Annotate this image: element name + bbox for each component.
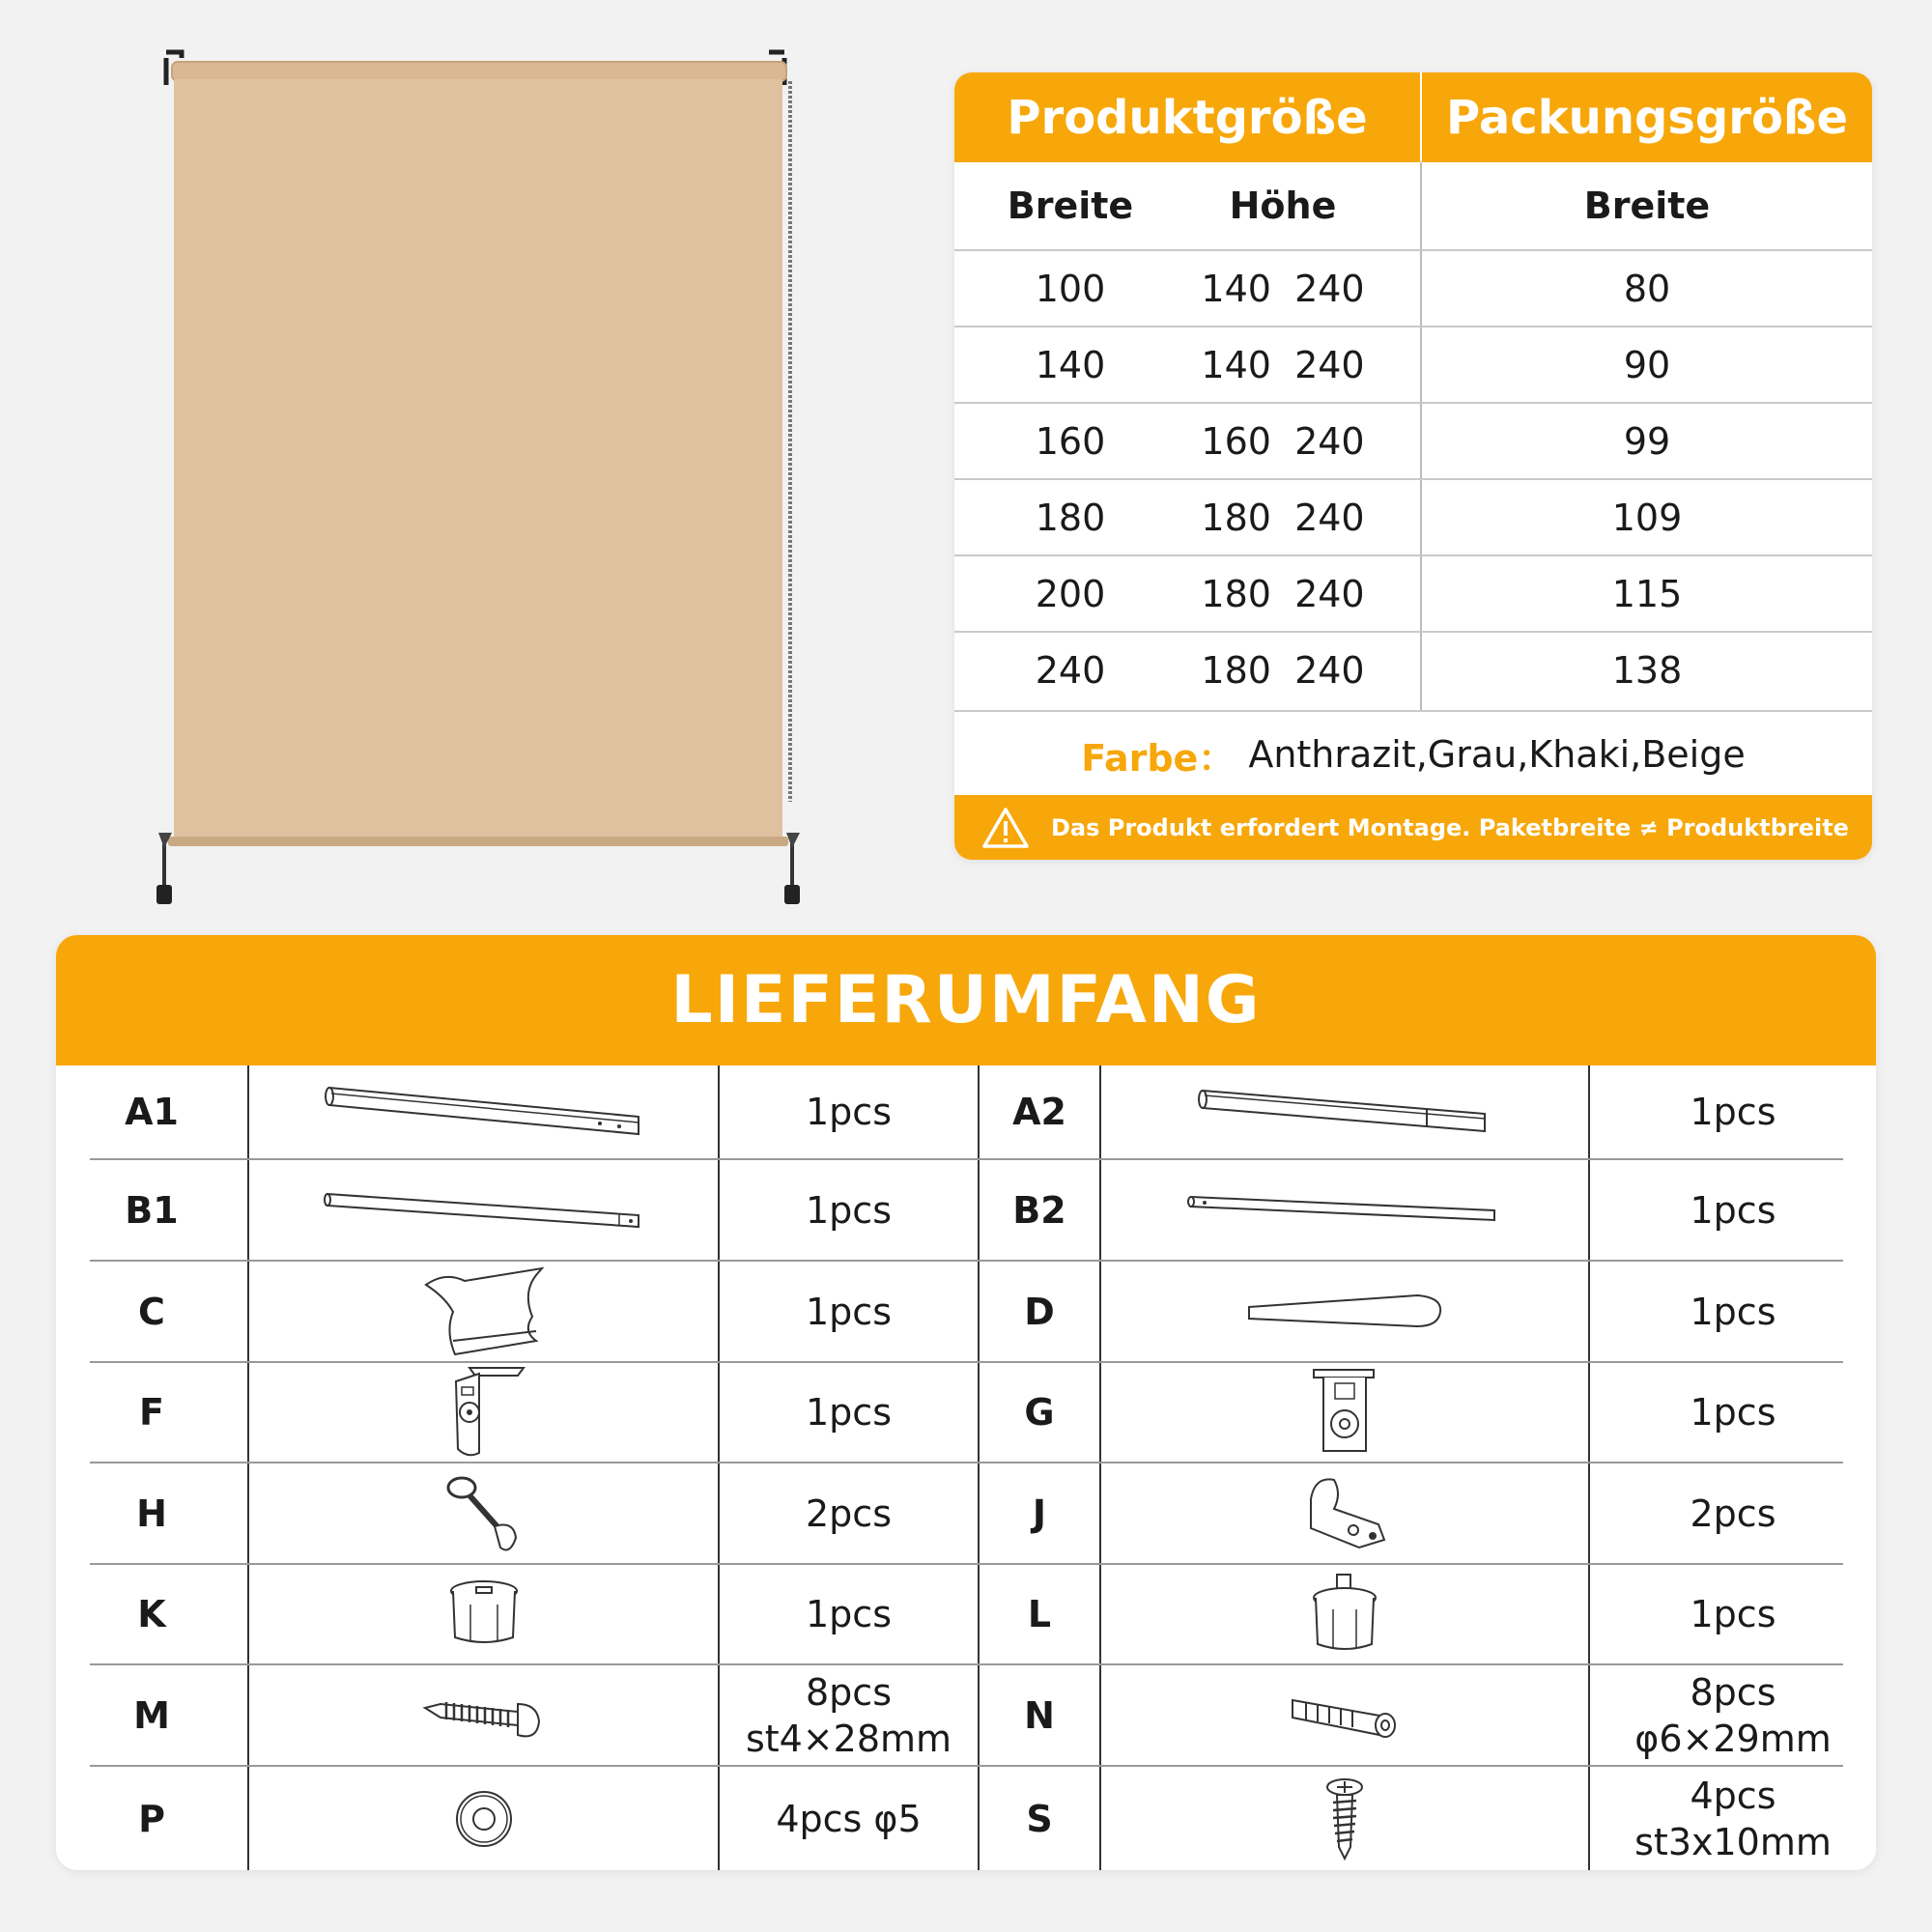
quantity [1590,1065,1876,1158]
size-row [954,326,1872,403]
cell-pack: 115 [1611,573,1683,615]
sub-header-breite: Breite [1007,185,1134,227]
part-label: H [136,1492,167,1535]
rail-profile-extension-icon [1101,1065,1588,1158]
size-row [954,249,1872,327]
quantity [1590,1160,1876,1260]
quantity [720,1065,978,1158]
quantity-value: 1pcs [1690,1091,1776,1133]
table-row [56,1565,1876,1663]
quantity-value: 1pcs [806,1593,892,1635]
quantity-value: 4pcs φ5 [776,1797,922,1840]
part-label: S [1026,1797,1053,1840]
table-row [56,1767,1876,1870]
quantity-spec: st4×28mm [745,1717,952,1760]
cell-hoehe: 180 240 [1201,497,1365,539]
cell-breite: 140 [1035,344,1106,386]
quantity [1590,1665,1876,1765]
quantity [1590,1767,1876,1870]
lieferumfang-table [56,935,1876,1870]
screw-icon [249,1665,718,1765]
quantity [1590,1262,1876,1361]
quantity [720,1363,978,1462]
cell-hoehe: 180 240 [1201,649,1365,692]
quantity [1590,1363,1876,1462]
table-row [56,1262,1876,1361]
quantity-value: 1pcs [806,1290,892,1333]
part-label: L [1027,1593,1052,1635]
size-row [954,631,1872,708]
size-row [954,478,1872,555]
quantity-value: 1pcs [1690,1391,1776,1434]
table-row [56,1160,1876,1260]
cover-cap-icon [249,1262,718,1361]
cell-breite: 240 [1035,649,1106,692]
part-label: B1 [125,1188,179,1232]
quantity [720,1262,978,1361]
cell-breite: 180 [1035,497,1106,539]
table-row [56,1665,1876,1765]
quantity [1590,1565,1876,1663]
quantity-spec: φ6×29mm [1634,1717,1832,1760]
cell-breite: 100 [1035,268,1106,310]
color-line [954,710,1872,797]
quantity-value: 2pcs [1690,1492,1776,1535]
tube-icon [249,1160,718,1260]
cell-pack: 80 [1623,268,1671,310]
part-label: F [139,1391,164,1434]
table-row [56,1065,1876,1158]
color-values: Anthrazit,Grau,Khaki,Beige [1248,733,1746,776]
header-package-size: Packungsgröße [1422,72,1872,162]
warning-banner [954,795,1872,860]
cell-breite: 200 [1035,573,1106,615]
part-label: B2 [1012,1188,1066,1232]
quantity-value: 1pcs [1690,1290,1776,1333]
end-plug-pin-icon [1101,1565,1588,1663]
wall-plug-icon [1101,1665,1588,1765]
quantity [1590,1463,1876,1563]
cell-hoehe: 180 240 [1201,573,1365,615]
clamp-icon [1101,1463,1588,1563]
quantity-value: 1pcs [806,1391,892,1434]
sub-header-pack-breite: Breite [1583,185,1711,227]
cell-breite: 160 [1035,420,1106,463]
roller-blind-illustration [145,39,811,918]
color-label: Farbe： [1081,736,1236,780]
warning-icon [981,807,1030,849]
bracket-right-icon [1101,1363,1588,1462]
pull-handle-icon [1101,1262,1588,1361]
small-screw-icon [1101,1767,1588,1870]
part-label: C [138,1290,165,1333]
hook-icon [249,1463,718,1563]
cell-hoehe: 140 240 [1201,344,1365,386]
part-label: A1 [125,1091,179,1133]
part-label: N [1024,1693,1055,1737]
quantity [720,1160,978,1260]
cell-pack: 109 [1611,497,1683,539]
quantity-value: 2pcs [806,1492,892,1535]
quantity-value: 1pcs [806,1188,892,1232]
quantity [720,1665,978,1765]
size-table [954,72,1872,860]
part-label: P [138,1797,165,1840]
part-label: G [1024,1391,1055,1434]
part-label: J [1032,1492,1047,1535]
quantity-value: 1pcs [1690,1188,1776,1232]
quantity [720,1767,978,1870]
tube-thin-icon [1101,1160,1588,1260]
quantity-value: 8pcs [1690,1670,1776,1714]
part-label: M [133,1693,170,1737]
size-row [954,402,1872,479]
quantity-value: 8pcs [806,1670,892,1714]
table-row [56,1463,1876,1563]
quantity-value: 4pcs [1690,1774,1776,1817]
rail-profile-icon [249,1065,718,1158]
table-row [56,1363,1876,1462]
quantity [720,1463,978,1563]
warning-text: Das Produkt erfordert Montage. Paketbreite ≠ Produktbreite [1051,813,1849,841]
part-label: K [137,1593,166,1635]
quantity-value: 1pcs [1690,1593,1776,1635]
lieferumfang-title: LIEFERUMFANG [56,935,1876,1065]
quantity-value: 1pcs [806,1091,892,1133]
bracket-left-icon [249,1363,718,1462]
cell-pack: 138 [1611,649,1683,692]
part-label: A2 [1012,1091,1066,1133]
header-product-size: Produktgröße [954,72,1420,162]
cell-pack: 90 [1623,344,1671,386]
cell-hoehe: 140 240 [1201,268,1365,310]
washer-icon [249,1767,718,1870]
part-label: D [1024,1290,1055,1333]
sub-header-hoehe: Höhe [1229,185,1337,227]
quantity [720,1565,978,1663]
end-plug-icon [249,1565,718,1663]
cell-hoehe: 160 240 [1201,420,1365,463]
quantity-spec: st3x10mm [1634,1820,1832,1863]
size-row [954,554,1872,632]
cell-pack: 99 [1623,420,1671,463]
